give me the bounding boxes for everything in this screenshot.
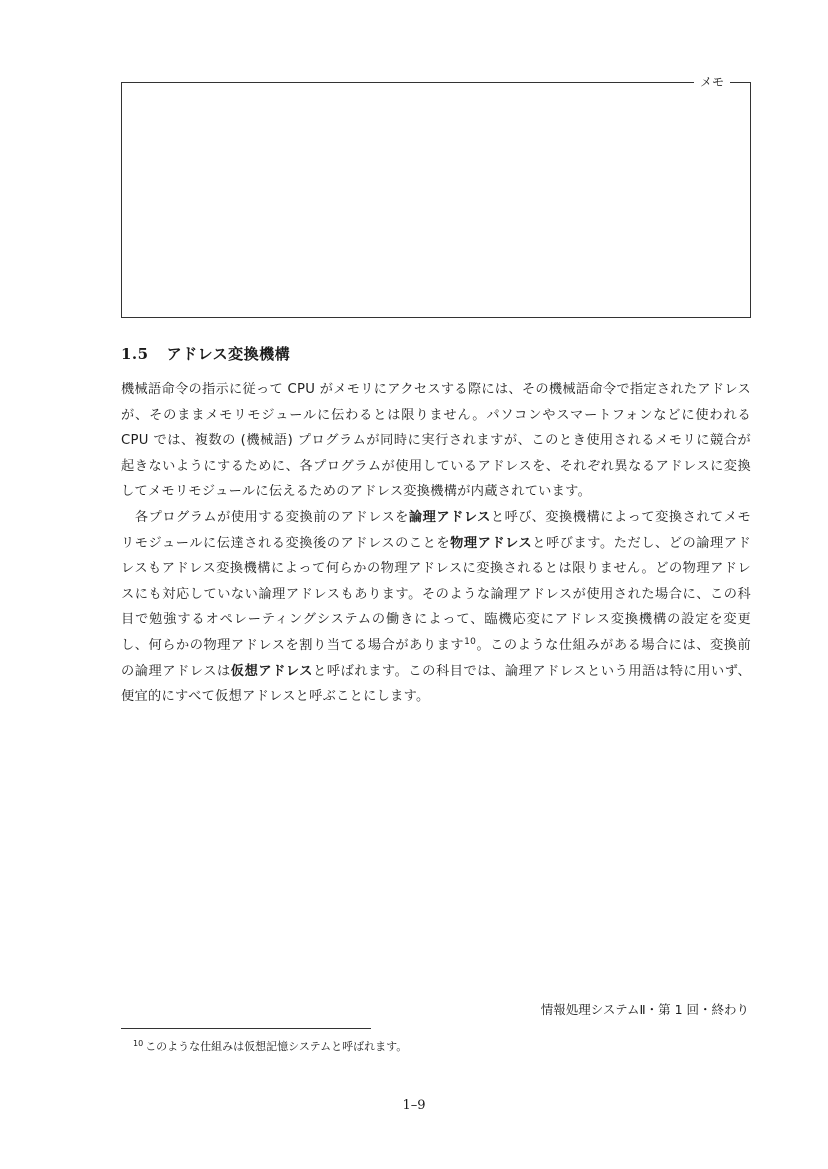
term-physical-address: 物理アドレス	[450, 535, 533, 551]
footnote-text: このような仕組みは仮想記憶システムと呼ばれます。	[145, 1040, 408, 1053]
term-logical-address: 論理アドレス	[408, 509, 491, 525]
paragraph-2-text-5: と呼ばれます。この科目では、論理アドレスという用語は特に用いず、便宜的にすべて仮想アドレスと呼ぶことにします。	[121, 663, 751, 705]
section-heading	[121, 344, 290, 364]
term-virtual-address: 仮想アドレス	[230, 663, 314, 679]
footnote-number: 10	[133, 1039, 144, 1048]
paragraph-2-text-1: 各プログラムが使用する変換前のアドレスを	[134, 509, 409, 525]
paragraph-1: 機械語命令の指示に従って CPU がメモリにアクセスする際には、その機械語命令で指定されたアドレスが、そのままメモリモジュールに伝わるとは限りません。パソコンやスマートフォンなどに使われる CPU では、複数の (機械語) プログラムが同時に実行されますが、このとき使用されるメモリに競合が起きないようにするために、各プログラムが使用しているアドレスを、それぞれ異なるアドレスに変換してメモリモジュールに伝えるためのアドレス変換機構が内蔵されています。	[121, 382, 751, 500]
paragraph-2-text-2: と呼び、変換機構によって変換されてメモリモジュールに伝達される変換後のアドレスのことを	[121, 509, 751, 551]
body-text	[121, 377, 751, 710]
footnote-rule	[121, 1028, 371, 1029]
paragraph-2	[121, 505, 751, 710]
memo-label: メモ	[694, 74, 730, 90]
memo-box	[121, 75, 751, 318]
section-title: アドレス変換機構	[166, 345, 291, 363]
page-number: 1–9	[402, 1098, 426, 1113]
end-mark: 情報処理システムⅡ・第 1 回・終わり	[540, 1002, 749, 1017]
paragraph-2-text-3: と呼びます。ただし、どの論理アドレスもアドレス変換機構によって何らかの物理アドレスに変換されるとは限りません。どの物理アドレスにも対応していない論理アドレスもあります。そのような論理アドレスが使用された場合に、この科目で勉強するオペレーティングシステムの働きによって、臨機応変にアドレス変換機構の設定を変更し、何らかの物理アドレスを割り当てる場合があります	[121, 535, 751, 653]
footnote-reference: 10	[464, 636, 477, 647]
paragraph-2-text-4: 。このような仕組みがある場合には、変換前の論理アドレスは	[121, 637, 751, 679]
section-number: 1.5	[121, 345, 149, 363]
footnote	[133, 1039, 407, 1055]
